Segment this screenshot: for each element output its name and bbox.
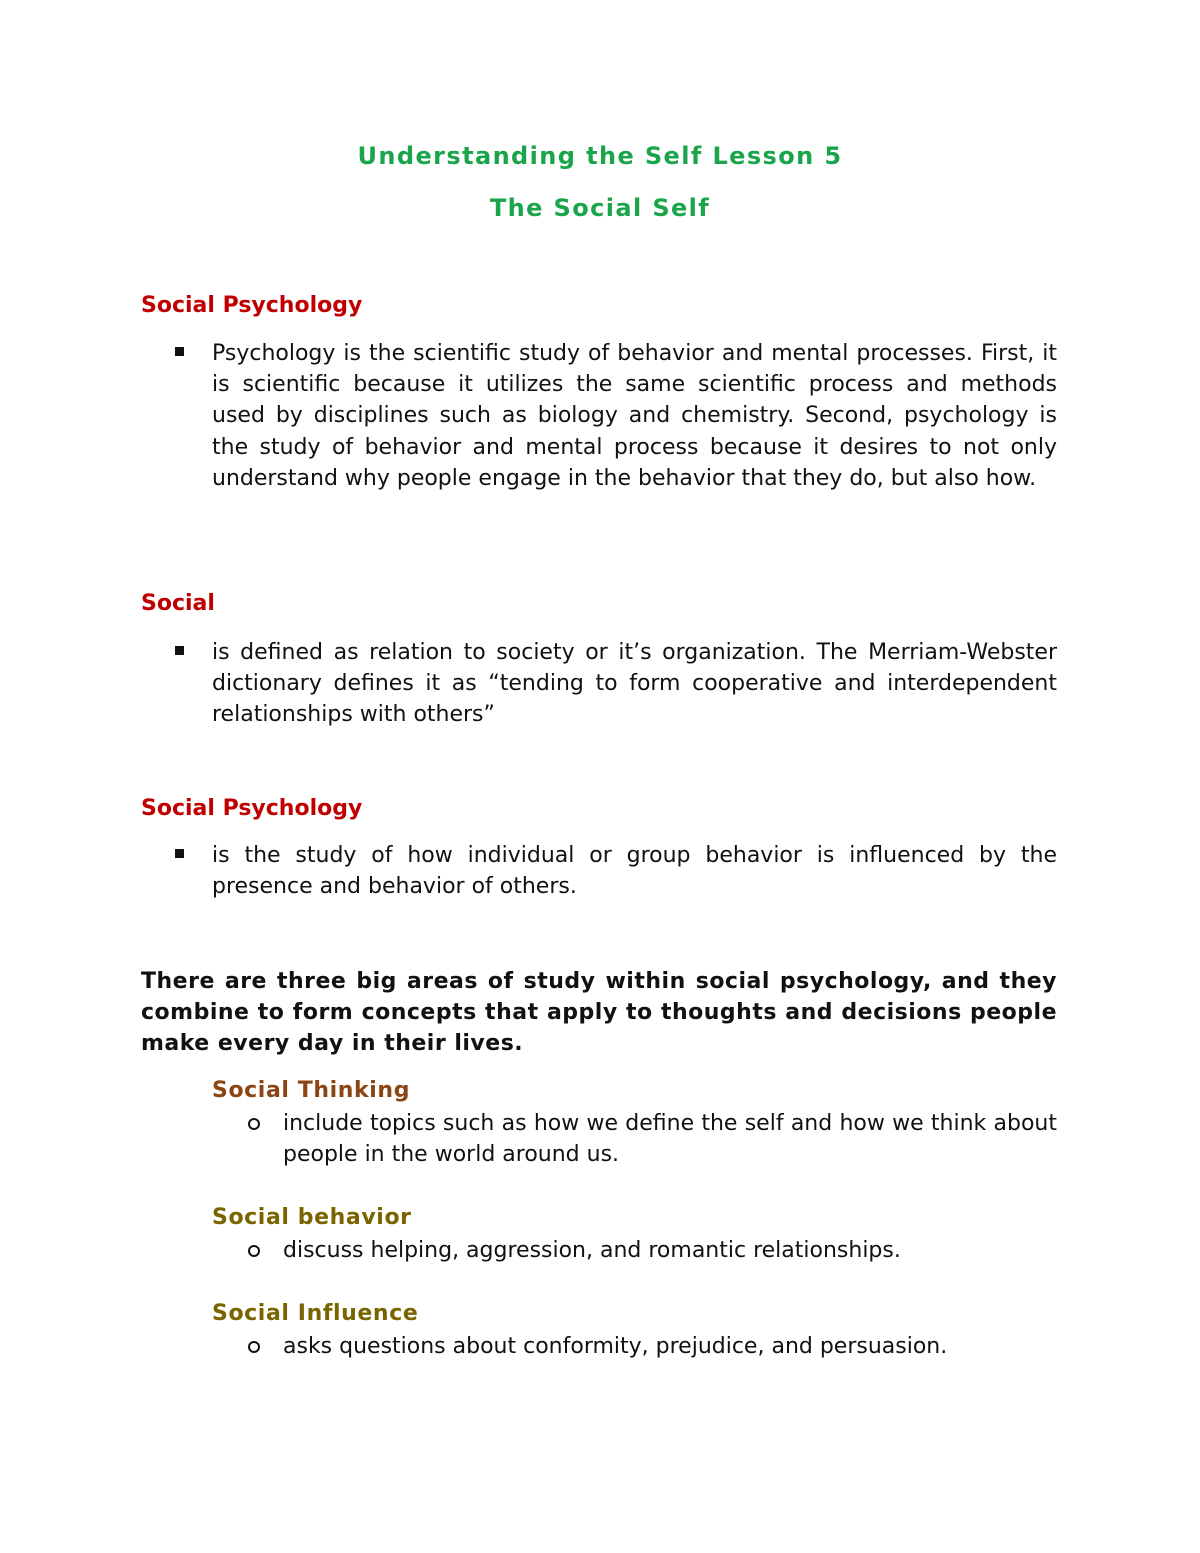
circle-bullet-icon [248, 1118, 260, 1130]
square-bullet-icon [175, 347, 184, 356]
document-title: Understanding the Self Lesson 5 [357, 142, 843, 170]
area-item-text: discuss helping, aggression, and romantic relationships. [283, 1238, 901, 1263]
area-item-text: include topics such as how we define the self and how we think about people in the world around us. [283, 1111, 1057, 1168]
document-subtitle: The Social Self [489, 194, 711, 222]
section-heading-social-psychology: Social Psychology [141, 293, 363, 318]
area-item-text: asks questions about conformity, prejudice, and persuasion. [283, 1334, 948, 1359]
square-bullet-icon [175, 849, 184, 858]
bullet-text: is defined as relation to society or it’s organization. The Merriam-Webster dictionary defines it as “tending to form cooperative and interdependent relationships with others” [212, 640, 1057, 728]
area-heading-social-thinking: Social Thinking [212, 1078, 411, 1103]
circle-bullet-icon [248, 1245, 260, 1257]
bullet-text: is the study of how individual or group behavior is influenced by the presence and behavior of others. [212, 843, 1057, 900]
area-heading-social-behavior: Social behavior [212, 1205, 412, 1230]
circle-bullet-icon [248, 1341, 260, 1353]
area-heading-social-influence: Social Influence [212, 1301, 419, 1326]
areas-intro-paragraph: There are three big areas of study within social psychology, and they combine to form concepts that apply to thoughts and decisions people make every day in their lives. [141, 969, 1057, 1057]
section-heading-social-psychology-definition: Social Psychology [141, 796, 363, 821]
square-bullet-icon [175, 646, 184, 655]
section-heading-social: Social [141, 591, 215, 616]
bullet-text: Psychology is the scientific study of behavior and mental processes. First, it is scientific because it utilizes the same scientific process and methods used by disciplines such as biology and chemistry. Second, psychology is the study of behavior and mental process because it desires to not only understand why people engage in the behavior that they do, but also how. [212, 341, 1057, 491]
